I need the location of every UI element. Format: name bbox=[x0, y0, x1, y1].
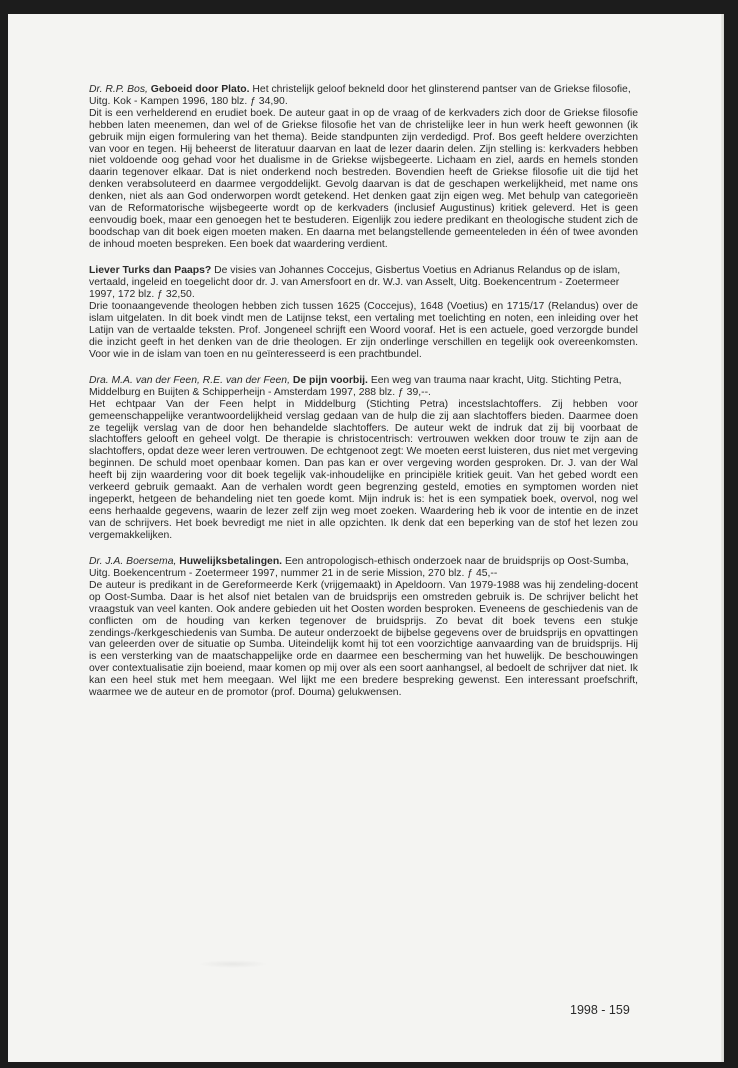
review-author: Dr. R.P. Bos, bbox=[89, 84, 148, 95]
review-heading bbox=[89, 556, 638, 580]
review-citation: De visies van Johannes Coccejus, Gisbertus Voetius en Adrianus Relandus op de islam, vertaald, ingeleid en toegelicht door dr. J. van Amersfoort en dr. W.J. van Asselt, Uitg. Boekencentrum - Zoetermeer 1997, 172 blz. ƒ 32,50. bbox=[89, 265, 621, 300]
reviews-column bbox=[89, 84, 638, 714]
review-author: Dra. M.A. van der Feen, R.E. van der Feen, bbox=[89, 374, 290, 386]
review-item bbox=[89, 84, 638, 251]
review-item bbox=[89, 556, 638, 699]
review-body: De auteur is predikant in de Gereformeerde Kerk (vrijgemaakt) in Apeldoorn. Van 1979-1988 was hij zendeling-docent op Oost-Sumba. Daar is het alsof niet betalen van de bruidsprijs een omstreden gebruik is. De schrijver belicht het vraagstuk van veel kanten. Ook andere gebieden uit het Oosten worden besproken. Eveneens de geschiedenis van de conflicten om de houding van kerken tegenover de bruidsprijs. Zo bevat dit boek tevens een stukje zendings-/kerkgeschiedenis van Sumba. De auteur onderzoekt de bijbelse gegevens over de bruidsprijs en opvattingen van geleerden over de situatie op Sumba. Uiteindelijk komt hij tot een voorzichtige aanvaarding van de bruidsprijs. Hij is een versterking van de maatschappelijke orde en daarmee een bescherming van het huwelijk. De beschouwingen over contextualisatie zijn boeiend, maar komen op mij over als een soort aanhangsel, al bedoelt de schrijver dat niet. Ik kan een heel stuk met hem meegaan. Wel lijkt me een bredere bespreking gewenst. Een interessant proefschrift, waarmee we de auteur en de promotor (prof. Douma) gelukwensen. bbox=[89, 579, 638, 699]
review-title: Huwelijksbetalingen. bbox=[179, 556, 283, 568]
review-citation: Een antropologisch-ethisch onderzoek naar de bruidsprijs op Oost-Sumba, Uitg. Boekencentrum - Zoetermeer 1997, nummer 21 in de serie Mission, 270 blz. ƒ 45,-- bbox=[89, 556, 629, 580]
page-number: 1998 - 159 bbox=[570, 1003, 630, 1017]
review-citation: Een weg van trauma naar kracht, Uitg. Stichting Petra, Middelburg en Buijten & Schipperheijn - Amsterdam 1997, 288 blz. ƒ 39,--. bbox=[89, 374, 622, 398]
review-author: Dr. J.A. Boersema, bbox=[89, 556, 177, 568]
review-body: Het echtpaar Van der Feen helpt in Middelburg (Stichting Petra) incestslachtoffers. Zij hebben voor gemeenschappelijke verantwoordelijkheid verslag gedaan van de hulp die zij aan slachtoffers bieden. Daarmee doen ze tegelijk verslag van de door hen behandelde slachtoffers. De auteur wekt de indruk dat zij bij voorbaat de slachtoffers gelooft en geheel volgt. De therapie is christocentrisch: vertrouwen wekken door trouw te zijn aan de slachtoffers, opdat deze weer leren vertrouwen. De echtgenoot zegt: We moeten eerst luisteren, dus niet met vergeving beginnen. De schuld moet openbaar komen. Dan pas kan er over vergeving worden gesproken. Dr. J. van der Wal heeft bij zijn waardering voor dit boek tegelijk vak-inhoudelijke en principiële kritiek geuit. Van het gebed wordt een verkeerd gebruik gemaakt. Aan de verhalen wordt geen begrenzing gesteld, emoties en symptomen worden niet ingeperkt, hetgeen de behandeling niet ten goede komt. Mijn indruk is: het is een sympatiek boek, overvol, nog wel eens herhaalde gegevens, waarin de lezer zelf zijn weg moet zoeken. Waardering heb ik voor de intentie en de inzet van de schrijvers. Het boek bevredigt me niet in alle opzichten. Ik denk dat een beperking van de stof het lezen zou vergemakkelijken. bbox=[89, 398, 638, 541]
review-citation: Het christelijk geloof bekneld door het glinsterend pantser van de Griekse filosofie, Uitg. Kok - Kampen 1996, 180 blz. ƒ 34,90. bbox=[89, 84, 631, 107]
review-item bbox=[89, 375, 638, 542]
review-body: Dit is een verhelderend en erudiet boek. De auteur gaat in op de vraag of de kerkvaders zich door de Griekse filosofie hebben laten meenemen, dan wel of de Griekse filosofie het van de christelijke leer in hun werk heeft gewonnen (ik gebruik mijn eigen formulering van het thema). Beide standpunten zijn verdedigd. Prof. Bos geeft heldere overzichten van voor en tegen. Hij beheerst de literatuur daarvan en laat de lezer daarin delen. Zijn stelling is: kerkvaders hebben niet voldoende oog gehad voor het dualisme in de Griekse wijsbegeerte. Lichaam en ziel, aards en hemels stonden daarin tegenover elkaar. Dat is niet onderkend noch bestreden. Bovendien heeft de Griekse filosofie uit die tijd het denken verabsoluteerd en daarmee vergoddelijkt. Gevolg daarvan is dat de geschapen werkelijkheid, met name ons denken, niet als aan God onderworpen wordt getekend. Het denken gaat zijn eigen weg. Met behulp van categorieën van de Reformatorische wijsbegeerte wordt op de kerkvaders (inclusief Augustinus) kritiek geleverd. Het is geen eenvoudig boek, maar een genoegen het te bestuderen. Eigenlijk zou iedere predikant en theologische student zich de boodschap van dit boek eigen moeten maken. En daarna met belangstellende gemeenteleden in één of twee avonden de inhoud moeten bespreken. Een boek dat waardering verdient. bbox=[89, 107, 638, 250]
review-body: Drie toonaangevende theologen hebben zich tussen 1625 (Coccejus), 1648 (Voetius) en 1715/17 (Relandus) over de islam uitgelaten. In dit boek vindt men de Latijnse tekst, een vertaling met toelichting en noten, een inleiding over het Latijn van de vertaalde teksten. Prof. Jongeneel schrijft een Woord vooraf. Het is een actuele, goed verzorgde bundel die inzicht geeft in het denken van de drie theologen. Er zijn onderlinge verschillen en tegelijk ook overeenkomsten. Voor wie in de islam van toen en nu geïnteresseerd is een prachtbundel. bbox=[89, 300, 638, 360]
review-title: Geboeid door Plato. bbox=[150, 84, 250, 95]
review-item bbox=[89, 265, 638, 360]
review-heading bbox=[89, 84, 638, 108]
scan-smudge bbox=[198, 960, 268, 968]
review-heading bbox=[89, 265, 638, 301]
review-title: De pijn voorbij. bbox=[292, 374, 368, 386]
review-heading bbox=[89, 375, 638, 399]
review-title: Liever Turks dan Paaps? bbox=[89, 265, 212, 277]
